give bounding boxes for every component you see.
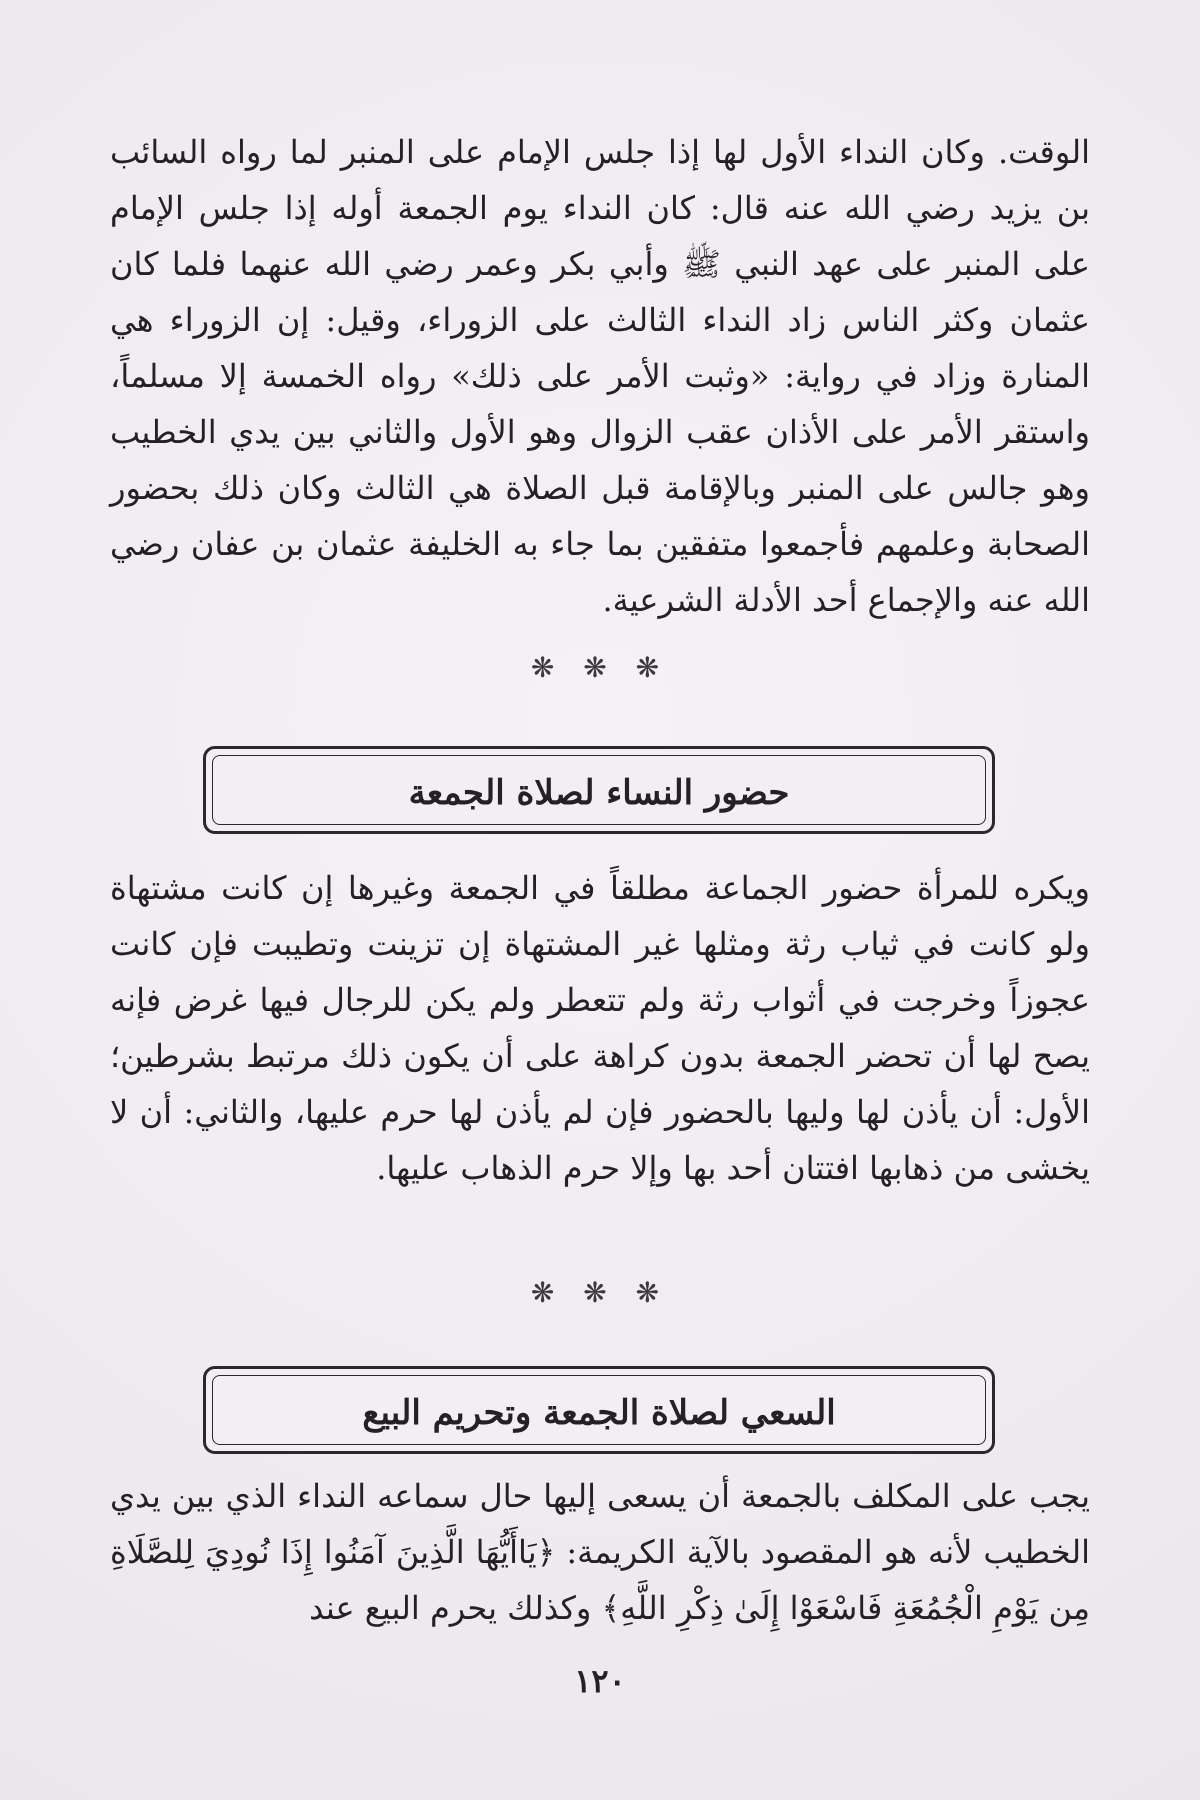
section-2-paragraph: ويكره للمرأة حضور الجماعة مطلقاً في الجمعة وغيرها إن كانت مشتهاة ولو كانت في ثياب رثة ومثلها غير المشتهاة إن تزينت وتطيبت فإن كانت عجوزاً وخرجت في أثواب رثة ولم تتعطر ولم يكن للرجال فيها غرض فإنه يصح لها أن تحضر الجمعة بدون كراهة على أن يكون ذلك مرتبط بشرطين؛ الأول: أن يأذن لها وليها بالحضور فإن لم يأذن لها حرم عليها، والثاني: أن لا يخشى من ذهابها افتتان أحد بها وإلا حرم الذهاب عليها. bbox=[110, 869, 1091, 1187]
section-1-text bbox=[110, 124, 1090, 628]
section-2-heading: حضور النساء لصلاة الجمعة bbox=[408, 773, 790, 813]
section-3-text bbox=[110, 1468, 1090, 1636]
ornament-divider-2: ❋ ❋ ❋ bbox=[530, 1276, 670, 1309]
section-2-text bbox=[110, 860, 1090, 1196]
section-2-heading-frame bbox=[203, 746, 995, 834]
section-3-heading-frame bbox=[203, 1366, 995, 1454]
section-1-paragraph: الوقت. وكان النداء الأول لها إذا جلس الإمام على المنبر لما رواه السائب بن يزيد رضي الله عنه قال: كان النداء يوم الجمعة أوله إذا جلس الإمام على المنبر على عهد النبي ﷺ وأبي بكر وعمر رضي الله عنهما فلما كان عثمان وكثر الناس زاد النداء الثالث على الزوراء، وقيل: إن الزوراء هي المنارة وزاد في رواية: «وثبت الأمر على ذلك» رواه الخمسة إلا مسلماً، واستقر الأمر على الأذان عقب الزوال وهو الأول والثاني بين يدي الخطيب وهو جالس على المنبر وبالإقامة قبل الصلاة هي الثالث وكان ذلك بحضور الصحابة وعلمهم فأجمعوا متفقين بما جاء به الخليفة عثمان بن عفان رضي الله عنه والإجماع أحد الأدلة الشرعية. bbox=[110, 133, 1091, 619]
section-3-paragraph: يجب على المكلف بالجمعة أن يسعى إليها حال سماعه النداء الذي بين يدي الخطيب لأنه هو المقصود بالآية الكريمة: ﴿يَاأَيُّهَا الَّذِينَ آمَنُوا إِذَا نُودِيَ لِلصَّلَاةِ مِن يَوْمِ الْجُمُعَةِ فَاسْعَوْا إِلَىٰ ذِكْرِ اللَّهِ﴾ وكذلك يحرم البيع عند bbox=[110, 1477, 1091, 1627]
ornament-divider-1: ❋ ❋ ❋ bbox=[530, 651, 670, 684]
section-3-heading: السعي لصلاة الجمعة وتحريم البيع bbox=[362, 1393, 836, 1433]
page-number: ١٢٠ bbox=[574, 1662, 626, 1700]
